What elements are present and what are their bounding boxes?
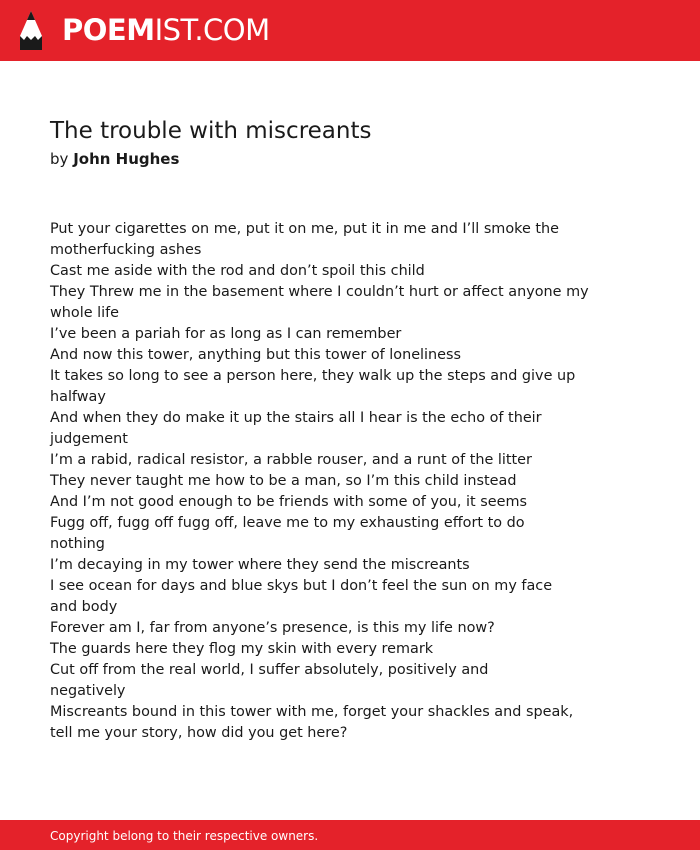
poem-line: I’m decaying in my tower where they send the miscreants — [50, 557, 470, 573]
poem-line: nothing — [50, 536, 105, 552]
byline — [50, 148, 179, 170]
byline-prefix: by — [50, 150, 69, 168]
poem-line: They never taught me how to be a man, so I’m this child instead — [50, 473, 517, 489]
poem-line: And I’m not good enough to be friends with some of you, it seems — [50, 494, 527, 510]
poem-line: judgement — [50, 431, 128, 447]
poem-line: They Threw me in the basement where I couldn’t hurt or affect anyone my — [50, 284, 589, 300]
poem-body — [50, 219, 590, 744]
poem-line: halfway — [50, 389, 106, 405]
poem-line: motherfucking ashes — [50, 242, 202, 258]
poem-title: The trouble with miscreants — [50, 118, 372, 144]
poem-line: I see ocean for days and blue skys but I don’t feel the sun on my face — [50, 578, 553, 594]
site-header — [0, 0, 700, 61]
poem-line: Miscreants bound in this tower with me, forget your shackles and speak, — [50, 704, 574, 720]
pencil-tip-icon[interactable] — [18, 10, 44, 52]
poem-line: I’m a rabid, radical resistor, a rabble rouser, and a runt of the litter — [50, 452, 532, 468]
logo-light-text: IST.COM — [154, 13, 270, 47]
poem-line: And when they do make it up the stairs all I hear is the echo of their — [50, 410, 542, 426]
poem-line: The guards here they flog my skin with every remark — [50, 641, 434, 657]
poem-line: negatively — [50, 683, 126, 699]
poem-line: Put your cigarettes on me, put it on me, put it in me and I’ll smoke the — [50, 221, 559, 237]
site-footer — [0, 820, 700, 850]
poem-line: tell me your story, how did you get here? — [50, 725, 348, 741]
poem-line: And now this tower, anything but this tower of loneliness — [50, 347, 462, 363]
poem-line: I’ve been a pariah for as long as I can remember — [50, 326, 402, 342]
poem-line: It takes so long to see a person here, they walk up the steps and give up — [50, 368, 576, 384]
author-name: John Hughes — [73, 150, 180, 168]
poem-line: Cast me aside with the rod and don’t spoil this child — [50, 263, 425, 279]
poem-line: and body — [50, 599, 118, 615]
poem-line: Cut off from the real world, I suffer absolutely, positively and — [50, 662, 489, 678]
poem-line: Fugg off, fugg off fugg off, leave me to my exhausting effort to do — [50, 515, 525, 531]
poem-line: Forever am I, far from anyone’s presence, is this my life now? — [50, 620, 495, 636]
poem-line: whole life — [50, 305, 120, 321]
logo-bold-text: POEM — [62, 13, 155, 47]
site-logo[interactable] — [62, 10, 270, 50]
copyright-text: Copyright belong to their respective owners. — [50, 829, 319, 843]
